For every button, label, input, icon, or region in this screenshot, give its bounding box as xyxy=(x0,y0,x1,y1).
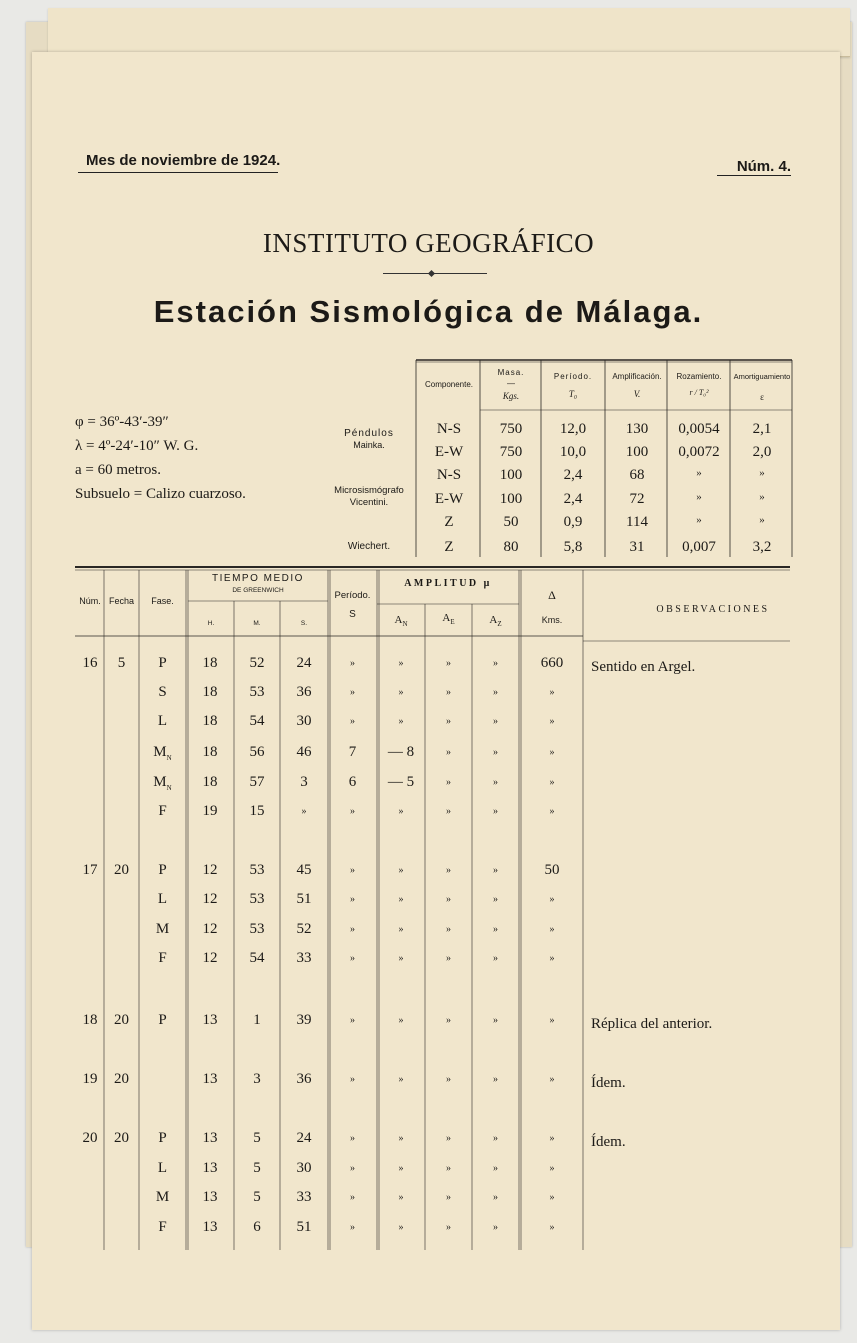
row-period-cell: » xyxy=(350,924,355,935)
row-ae-cell: » xyxy=(446,1133,451,1144)
instrument-period-cell: 2,4 xyxy=(563,467,583,483)
row-s-cell: 46 xyxy=(296,744,312,760)
group-vicentini-line1: Microsismógrafo xyxy=(334,485,404,496)
row-date-cell: 20 xyxy=(114,1071,129,1087)
subsoil: Subsuelo = Calizo cuarzoso. xyxy=(75,486,246,502)
row-m-cell: 53 xyxy=(249,921,265,937)
row-s-cell: 51 xyxy=(296,1219,312,1235)
inst-header-mass: Masa. xyxy=(497,368,525,377)
row-ae-cell: » xyxy=(446,894,451,905)
row-ae-cell: » xyxy=(446,777,451,788)
header-date: Fecha xyxy=(108,596,134,606)
inst-header-damp: Amortiguamiento xyxy=(733,372,791,381)
row-period-cell: » xyxy=(350,1192,355,1203)
row-num-cell: 18 xyxy=(82,1012,98,1028)
row-h-cell: 12 xyxy=(202,921,218,937)
instrument-fric-cell: 0,0072 xyxy=(678,444,720,460)
instrument-ampl-cell: 114 xyxy=(626,514,648,530)
row-m-cell: 5 xyxy=(253,1130,261,1146)
row-phase-cell: M xyxy=(155,921,170,937)
row-delta-cell: 660 xyxy=(540,655,564,671)
row-az-cell: » xyxy=(493,865,498,876)
header-amplitud: AMPLITUD μ xyxy=(404,578,492,589)
row-s-cell: 33 xyxy=(296,1189,312,1205)
row-observation: Ídem. xyxy=(591,1075,626,1091)
row-phase-cell: F xyxy=(158,803,167,819)
instrument-damp-cell: » xyxy=(759,514,765,526)
instrument-mass-cell: 100 xyxy=(499,491,523,507)
row-az-cell: » xyxy=(493,1015,498,1026)
header-period-unit: S xyxy=(349,609,356,620)
row-num-cell: 20 xyxy=(82,1130,98,1146)
instrument-mass-cell: 100 xyxy=(499,467,523,483)
row-s-cell: 36 xyxy=(296,684,312,700)
row-m-cell: 15 xyxy=(249,803,265,819)
row-m-cell: 6 xyxy=(253,1219,261,1235)
header-az: $A_Z$ xyxy=(489,614,502,629)
row-h-cell: 18 xyxy=(202,774,218,790)
row-s-cell: 36 xyxy=(296,1071,312,1087)
row-s-cell: 52 xyxy=(296,921,312,937)
instrument-mass-cell: 750 xyxy=(499,444,523,460)
row-delta-cell: » xyxy=(549,1074,555,1085)
row-an-cell: » xyxy=(398,716,404,727)
row-az-cell: » xyxy=(493,658,498,669)
row-az-cell: » xyxy=(493,1222,498,1233)
header-phase: Fase. xyxy=(151,596,174,606)
row-az-cell: » xyxy=(493,806,498,817)
instrument-damp-cell: 3,2 xyxy=(752,539,772,555)
row-m-cell: 57 xyxy=(249,774,265,790)
row-phase-cell: P xyxy=(158,1130,167,1146)
instrument-comp-cell: E-W xyxy=(434,491,464,507)
row-date-cell: 5 xyxy=(117,655,126,671)
row-s-cell: 24 xyxy=(296,1130,312,1146)
instrument-damp-cell: » xyxy=(759,491,765,503)
inst-header-ampl-unit: V. xyxy=(633,389,641,399)
row-h-cell: 13 xyxy=(202,1160,218,1176)
row-delta-cell: » xyxy=(549,894,555,905)
instrument-fric-cell: 0,007 xyxy=(682,539,716,555)
row-period-cell: » xyxy=(350,1074,355,1085)
row-az-cell: » xyxy=(493,777,498,788)
row-m-cell: 5 xyxy=(253,1189,261,1205)
row-ae-cell: » xyxy=(446,1074,451,1085)
inst-header-fric-unit: r / T₀² xyxy=(689,388,709,397)
row-ae-cell: » xyxy=(446,1015,451,1026)
row-an-cell: — 8 xyxy=(387,744,415,760)
row-an-cell: » xyxy=(398,1074,404,1085)
header-an: $A_N$ xyxy=(394,614,408,629)
instrument-mass-cell: 50 xyxy=(503,514,519,530)
row-phase-cell: P xyxy=(158,655,167,671)
row-period-cell: » xyxy=(350,1222,355,1233)
row-s-cell: 30 xyxy=(296,1160,312,1176)
row-h-cell: 13 xyxy=(202,1189,218,1205)
row-ae-cell: » xyxy=(446,687,451,698)
header-delta: Δ xyxy=(548,588,556,602)
row-ae-cell: » xyxy=(446,747,451,758)
row-s-cell: » xyxy=(301,806,307,817)
row-ae-cell: » xyxy=(446,716,451,727)
instrument-ampl-cell: 68 xyxy=(629,467,645,483)
inst-header-period-unit: T₀ xyxy=(568,389,578,399)
row-m-cell: 3 xyxy=(253,1071,261,1087)
instrument-ampl-cell: 72 xyxy=(629,491,645,507)
row-an-cell: » xyxy=(398,953,404,964)
row-h-cell: 18 xyxy=(202,744,218,760)
row-m-cell: 53 xyxy=(249,684,265,700)
altitude: a = 60 metros. xyxy=(75,462,161,478)
station-title: Estación Sismológica de Málaga. xyxy=(153,294,704,329)
issue-number: Núm. 4. xyxy=(736,158,791,175)
instrument-comp-cell: N-S xyxy=(436,467,462,483)
instrument-ampl-cell: 31 xyxy=(629,539,645,555)
header-num: Núm. xyxy=(79,596,101,606)
row-s-cell: 3 xyxy=(300,774,308,790)
row-m-cell: 53 xyxy=(249,891,265,907)
row-an-cell: » xyxy=(398,1015,404,1026)
header-hours: H. xyxy=(207,620,215,627)
row-period-cell: » xyxy=(350,1133,355,1144)
row-ae-cell: » xyxy=(446,1222,451,1233)
inst-header-damp-unit: ε xyxy=(760,392,764,402)
row-s-cell: 33 xyxy=(296,950,312,966)
row-m-cell: 54 xyxy=(249,713,265,729)
row-h-cell: 13 xyxy=(202,1071,218,1087)
instrument-comp-cell: Z xyxy=(444,514,454,530)
row-observation: Ídem. xyxy=(591,1134,626,1150)
row-h-cell: 18 xyxy=(202,655,218,671)
row-period-cell: » xyxy=(350,865,355,876)
row-an-cell: » xyxy=(398,658,404,669)
row-period-cell: » xyxy=(350,716,355,727)
row-delta-cell: » xyxy=(549,716,555,727)
header-minutes: M. xyxy=(253,620,261,627)
row-h-cell: 12 xyxy=(202,891,218,907)
row-s-cell: 51 xyxy=(296,891,312,907)
row-s-cell: 45 xyxy=(296,862,312,878)
row-ae-cell: » xyxy=(446,924,451,935)
row-s-cell: 24 xyxy=(296,655,312,671)
instrument-comp-cell: E-W xyxy=(434,444,464,460)
instrument-damp-cell: 2,1 xyxy=(752,421,772,437)
instrument-fric-cell: 0,0054 xyxy=(678,421,720,437)
row-ae-cell: » xyxy=(446,658,451,669)
row-num-cell: 19 xyxy=(82,1071,98,1087)
row-delta-cell: » xyxy=(549,1222,555,1233)
row-h-cell: 13 xyxy=(202,1012,218,1028)
row-m-cell: 5 xyxy=(253,1160,261,1176)
row-m-cell: 1 xyxy=(253,1012,261,1028)
latitude: φ = 36º-43′-39″ xyxy=(75,414,169,430)
row-ae-cell: » xyxy=(446,865,451,876)
instrument-period-cell: 0,9 xyxy=(563,514,583,530)
row-an-cell: » xyxy=(398,1222,404,1233)
instrument-period-cell: 10,0 xyxy=(559,444,587,460)
row-period-cell: » xyxy=(350,894,355,905)
row-az-cell: » xyxy=(493,953,498,964)
row-ae-cell: » xyxy=(446,953,451,964)
group-wiechert: Wiechert. xyxy=(347,541,391,552)
row-az-cell: » xyxy=(493,1163,498,1174)
row-phase-cell: L xyxy=(157,1160,168,1176)
row-phase-cell: L xyxy=(157,713,168,729)
row-h-cell: 18 xyxy=(202,684,218,700)
row-h-cell: 13 xyxy=(202,1219,218,1235)
header-tiempo-medio: TIEMPO MEDIO xyxy=(212,573,304,584)
row-h-cell: 18 xyxy=(202,713,218,729)
row-period-cell: » xyxy=(350,1015,355,1026)
row-ae-cell: » xyxy=(446,1192,451,1203)
row-date-cell: 20 xyxy=(114,1012,129,1028)
group-vicentini-line2: Vicentini. xyxy=(349,497,389,508)
row-az-cell: » xyxy=(493,894,498,905)
header-seconds: S. xyxy=(300,620,308,627)
row-ae-cell: » xyxy=(446,1163,451,1174)
row-az-cell: » xyxy=(493,1133,498,1144)
row-an-cell: — 5 xyxy=(387,774,415,790)
row-h-cell: 12 xyxy=(202,950,218,966)
row-observation: Sentido en Argel. xyxy=(591,659,696,675)
row-az-cell: » xyxy=(493,747,498,758)
row-an-cell: » xyxy=(398,1163,404,1174)
row-delta-cell: » xyxy=(549,1163,555,1174)
row-period-cell: » xyxy=(350,806,355,817)
instrument-mass-cell: 80 xyxy=(503,539,519,555)
header-greenwich: DE GREENWICH xyxy=(232,587,284,594)
row-observation: Réplica del anterior. xyxy=(591,1016,713,1032)
row-date-cell: 20 xyxy=(114,862,129,878)
row-delta-cell: » xyxy=(549,687,555,698)
row-az-cell: » xyxy=(493,1074,498,1085)
row-date-cell: 20 xyxy=(114,1130,129,1146)
row-az-cell: » xyxy=(493,687,498,698)
instrument-mass-cell: 750 xyxy=(499,421,523,437)
row-an-cell: » xyxy=(398,924,404,935)
row-m-cell: 56 xyxy=(249,744,265,760)
month-label: Mes de noviembre de 1924. xyxy=(86,152,281,169)
header-period: Período. xyxy=(334,590,371,601)
header-ae: $A_E$ xyxy=(442,612,455,627)
instrument-ampl-cell: 130 xyxy=(625,421,649,437)
row-phase-cell: F xyxy=(158,950,167,966)
header-kms: Kms. xyxy=(541,615,563,625)
row-period-cell: » xyxy=(350,1163,355,1174)
group-mainka-line1: Péndulos xyxy=(344,428,394,439)
instrument-damp-cell: 2,0 xyxy=(752,444,772,460)
inst-header-component: Componente. xyxy=(424,380,474,389)
instrument-period-cell: 5,8 xyxy=(563,539,583,555)
row-period-cell: » xyxy=(350,658,355,669)
row-s-cell: 39 xyxy=(296,1012,312,1028)
row-delta-cell: » xyxy=(549,1192,555,1203)
row-delta-cell: » xyxy=(549,924,555,935)
row-h-cell: 13 xyxy=(202,1130,218,1146)
row-an-cell: » xyxy=(398,687,404,698)
header-observaciones: OBSERVACIONES xyxy=(656,604,770,615)
row-delta-cell: » xyxy=(549,777,555,788)
row-delta-cell: 50 xyxy=(544,862,560,878)
instrument-period-cell: 12,0 xyxy=(559,421,587,437)
row-phase-cell: M xyxy=(155,1189,170,1205)
row-phase-cell: S xyxy=(158,684,167,700)
row-num-cell: 16 xyxy=(82,655,98,671)
row-period-cell: 7 xyxy=(348,744,357,760)
row-h-cell: 19 xyxy=(202,803,218,819)
row-ae-cell: » xyxy=(446,806,451,817)
institute-title: INSTITUTO GEOGRÁFICO xyxy=(262,228,595,258)
row-delta-cell: » xyxy=(549,1133,555,1144)
row-phase-cell: $M_N$ xyxy=(153,744,172,762)
instrument-fric-cell: » xyxy=(696,467,702,479)
instrument-comp-cell: Z xyxy=(444,539,454,555)
row-delta-cell: » xyxy=(549,1015,555,1026)
row-phase-cell: $M_N$ xyxy=(153,774,172,792)
instrument-period-cell: 2,4 xyxy=(563,491,583,507)
inst-header-period: Período. xyxy=(553,372,593,381)
row-az-cell: » xyxy=(493,924,498,935)
row-az-cell: » xyxy=(493,1192,498,1203)
row-delta-cell: » xyxy=(549,806,555,817)
row-period-cell: » xyxy=(350,953,355,964)
row-delta-cell: » xyxy=(549,747,555,758)
instrument-fric-cell: » xyxy=(696,514,702,526)
row-m-cell: 53 xyxy=(249,862,265,878)
row-an-cell: » xyxy=(398,1192,404,1203)
row-delta-cell: » xyxy=(549,953,555,964)
row-period-cell: » xyxy=(350,687,355,698)
instrument-damp-cell: » xyxy=(759,467,765,479)
row-num-cell: 17 xyxy=(82,862,98,878)
instrument-comp-cell: N-S xyxy=(436,421,462,437)
row-h-cell: 12 xyxy=(202,862,218,878)
row-period-cell: 6 xyxy=(348,774,357,790)
row-an-cell: » xyxy=(398,865,404,876)
inst-header-ampl: Amplificación. xyxy=(612,372,662,381)
row-phase-cell: F xyxy=(158,1219,167,1235)
group-mainka-line2: Mainka. xyxy=(353,440,385,450)
inst-header-mass-dash: — xyxy=(507,379,515,388)
row-m-cell: 54 xyxy=(249,950,265,966)
row-phase-cell: L xyxy=(157,891,168,907)
row-an-cell: » xyxy=(398,1133,404,1144)
row-an-cell: » xyxy=(398,894,404,905)
row-s-cell: 30 xyxy=(296,713,312,729)
row-phase-cell: P xyxy=(158,1012,167,1028)
longitude: λ = 4º-24′-10″ W. G. xyxy=(75,438,199,454)
row-phase-cell: P xyxy=(158,862,167,878)
instrument-ampl-cell: 100 xyxy=(625,444,649,460)
row-an-cell: » xyxy=(398,806,404,817)
inst-header-fric: Rozamiento. xyxy=(676,372,722,381)
row-m-cell: 52 xyxy=(249,655,265,671)
instrument-fric-cell: » xyxy=(696,491,702,503)
row-az-cell: » xyxy=(493,716,498,727)
inst-header-mass-unit: Kgs. xyxy=(502,391,520,401)
